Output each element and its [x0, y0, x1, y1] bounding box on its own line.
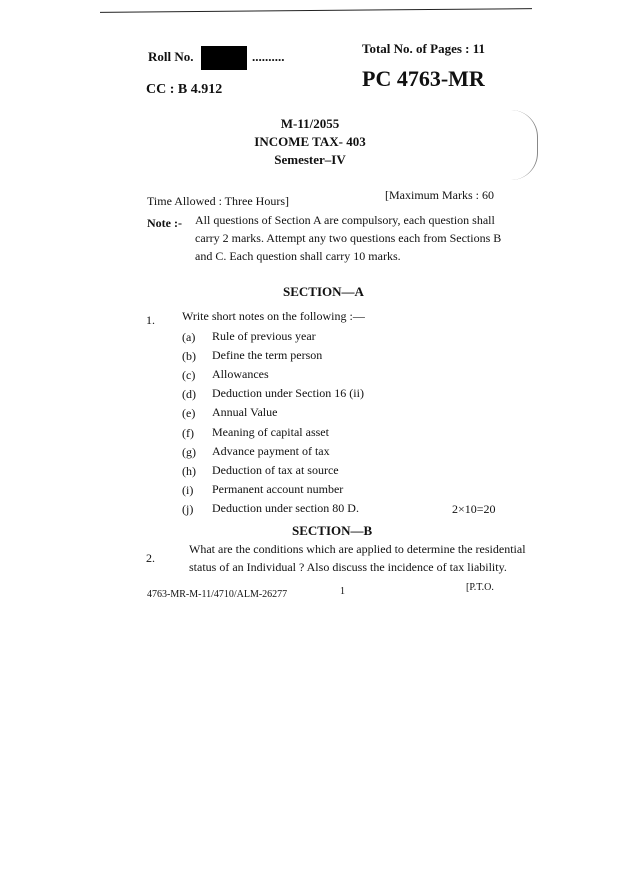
note-label: Note :- [147, 216, 182, 230]
item-text: Define the term person [212, 348, 323, 362]
item-text: Deduction of tax at source [212, 463, 339, 477]
exam-subject: INCOME TAX- 403 [254, 134, 366, 149]
note-line-3: and C. Each question shall carry 10 marks. [195, 249, 401, 263]
section-a-heading: SECTION—A [283, 284, 364, 299]
top-rule [100, 8, 532, 13]
total-pages: Total No. of Pages : 11 [362, 41, 486, 56]
footer-code: 4763-MR-M-11/4710/ALM-26277 [147, 589, 288, 600]
section-b-heading: SECTION—B [292, 523, 373, 538]
item-label: (b) [182, 349, 196, 363]
item-label: (h) [182, 464, 196, 478]
item-text: Annual Value [212, 405, 278, 419]
item-text: Allowances [212, 367, 269, 381]
item-label: (c) [182, 368, 196, 382]
section-a-marks: 2×10=20 [452, 502, 496, 516]
item-text: Deduction under Section 16 (ii) [212, 386, 364, 400]
item-text: Advance payment of tax [212, 444, 330, 458]
footer-page-number: 1 [340, 586, 345, 597]
item-label: (a) [182, 330, 196, 344]
question-1-number: 1. [146, 313, 155, 327]
item-label: (e) [182, 406, 196, 420]
footer-pto: [P.T.O. [466, 582, 494, 593]
roll-number-redaction [201, 46, 247, 70]
item-text: Permanent account number [212, 482, 344, 496]
note-line-1: All questions of Section A are compulsory, each question shall [195, 213, 495, 227]
cc-code: CC : B 4.912 [146, 82, 223, 97]
item-label: (i) [182, 483, 194, 497]
question-2-line-2: status of an Individual ? Also discuss the incidence of tax liability. [189, 560, 507, 574]
item-label: (j) [182, 502, 194, 516]
paper-code: PC 4763-MR [362, 66, 485, 91]
question-2-number: 2. [146, 551, 155, 565]
item-text: Meaning of capital asset [212, 425, 329, 439]
roll-dots: .......... [252, 48, 285, 64]
roll-number-field [148, 46, 285, 70]
maximum-marks: [Maximum Marks : 60 [385, 188, 494, 202]
question-1-text: Write short notes on the following :— [182, 309, 365, 323]
scan-edge-mark [511, 110, 538, 180]
roll-label: Roll No. [148, 48, 194, 64]
item-label: (f) [182, 426, 194, 440]
exam-semester: Semester–IV [274, 152, 346, 167]
note-line-2: carry 2 marks. Attempt any two questions each from Sections B [195, 231, 502, 245]
item-text: Deduction under section 80 D. [212, 501, 359, 515]
item-text: Rule of previous year [212, 329, 316, 343]
time-allowed: Time Allowed : Three Hours] [147, 194, 289, 208]
exam-session: M-11/2055 [280, 116, 340, 131]
question-2-line-1: What are the conditions which are applied to determine the residential [189, 542, 526, 556]
item-label: (d) [182, 387, 196, 401]
item-label: (g) [182, 445, 196, 459]
